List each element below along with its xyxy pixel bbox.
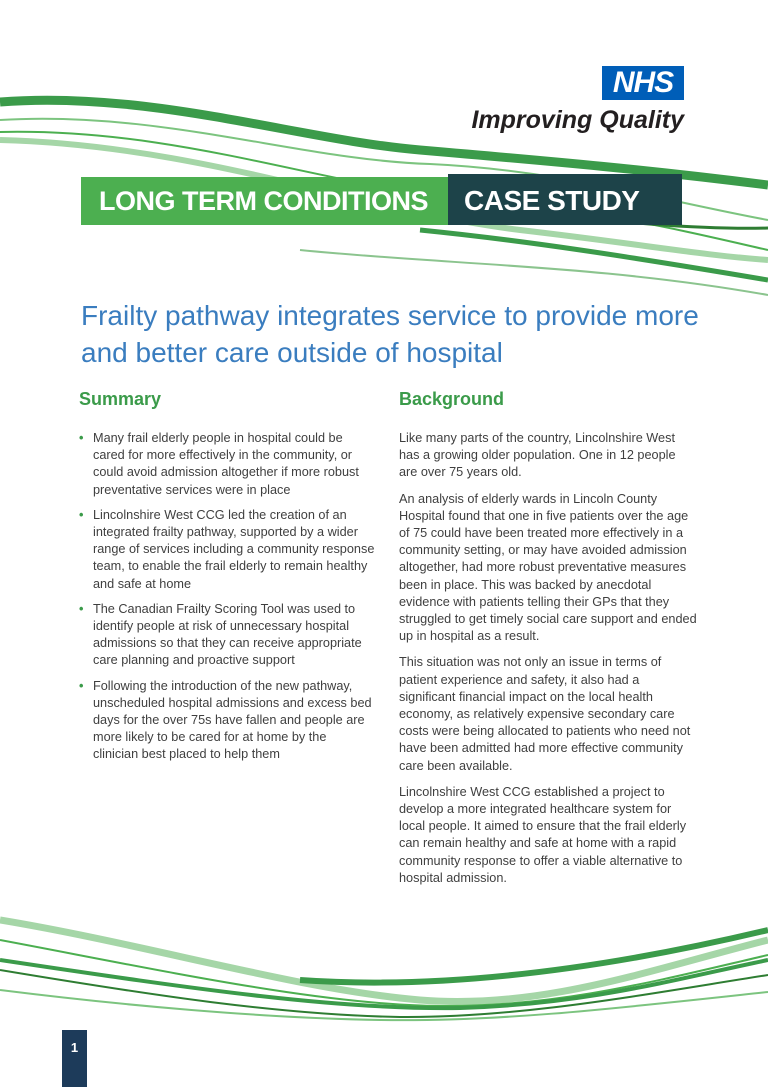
- nhs-logo: NHS: [602, 66, 684, 100]
- list-item: [79, 601, 375, 670]
- list-item: [79, 678, 375, 764]
- bottom-swoosh-decoration: [0, 900, 768, 1040]
- background-heading: Background: [399, 389, 505, 409]
- bullet-icon: •: [79, 507, 84, 522]
- tagline: Improving Quality: [471, 106, 684, 134]
- list-item: [79, 507, 375, 593]
- page-number: 1: [62, 1030, 87, 1087]
- summary-bullet-text: Following the introduction of the new pathway, unscheduled hospital admissions and excess bed days for the over 75s have fallen and people are more likely to be cared for at home by the clinician best placed to help them: [93, 678, 372, 762]
- category-banner: LONG TERM CONDITIONS: [81, 177, 448, 225]
- background-paragraph: Lincolnshire West CCG established a project to develop a more integrated healthcare system for local people. It aimed to ensure that the frail elderly can remain healthy and safe at home with a rapid community response to offer a viable alternative to hospital admission.: [399, 784, 687, 885]
- background-column: [399, 430, 697, 896]
- summary-bullet-text: The Canadian Frailty Scoring Tool was used to identify people at risk of unnecessary hospital admissions so that they can receive appropriate care planning and proactive support: [93, 601, 362, 668]
- page-title: Frailty pathway integrates service to provide more and better care outside of hospital: [81, 300, 699, 368]
- summary-heading: Summary: [79, 389, 162, 409]
- summary-bullet-text: Many frail elderly people in hospital could be cared for more effectively in the community, or could avoid admission altogether if more robust preventative services were in place: [93, 431, 359, 497]
- background-paragraph: Like many parts of the country, Lincolnshire West has a growing older population. One in 12 people are over 75 years old.: [399, 431, 676, 480]
- summary-list: [79, 430, 375, 764]
- bullet-icon: •: [79, 601, 84, 616]
- background-paragraph: An analysis of elderly wards in Lincoln County Hospital found that one in five patients over the age of 75 could have been treated more effectively in a community setting, or may have avoided admission altogether, had more robust preventative measures been in place. This was backed by anecdotal evidence with patients telling their GPs that they struggled to get timely social care support and ended up in hospital as a result.: [399, 491, 697, 644]
- summary-bullet-text: Lincolnshire West CCG led the creation of an integrated frailty pathway, supported by a wider range of services including a community response team, to enable the frail elderly to remain healthy and safe at home: [93, 507, 375, 591]
- background-paragraph: This situation was not only an issue in terms of patient experience and safety, it also had a significant financial impact on the local health economy, as relatively expensive secondary care costs were being allocated to patients who need not have been admitted had more effective community care been available.: [399, 655, 691, 773]
- type-banner: CASE STUDY: [448, 174, 682, 225]
- list-item: [79, 430, 375, 499]
- summary-column: [79, 430, 375, 772]
- bullet-icon: •: [79, 431, 84, 445]
- bullet-icon: •: [79, 678, 84, 693]
